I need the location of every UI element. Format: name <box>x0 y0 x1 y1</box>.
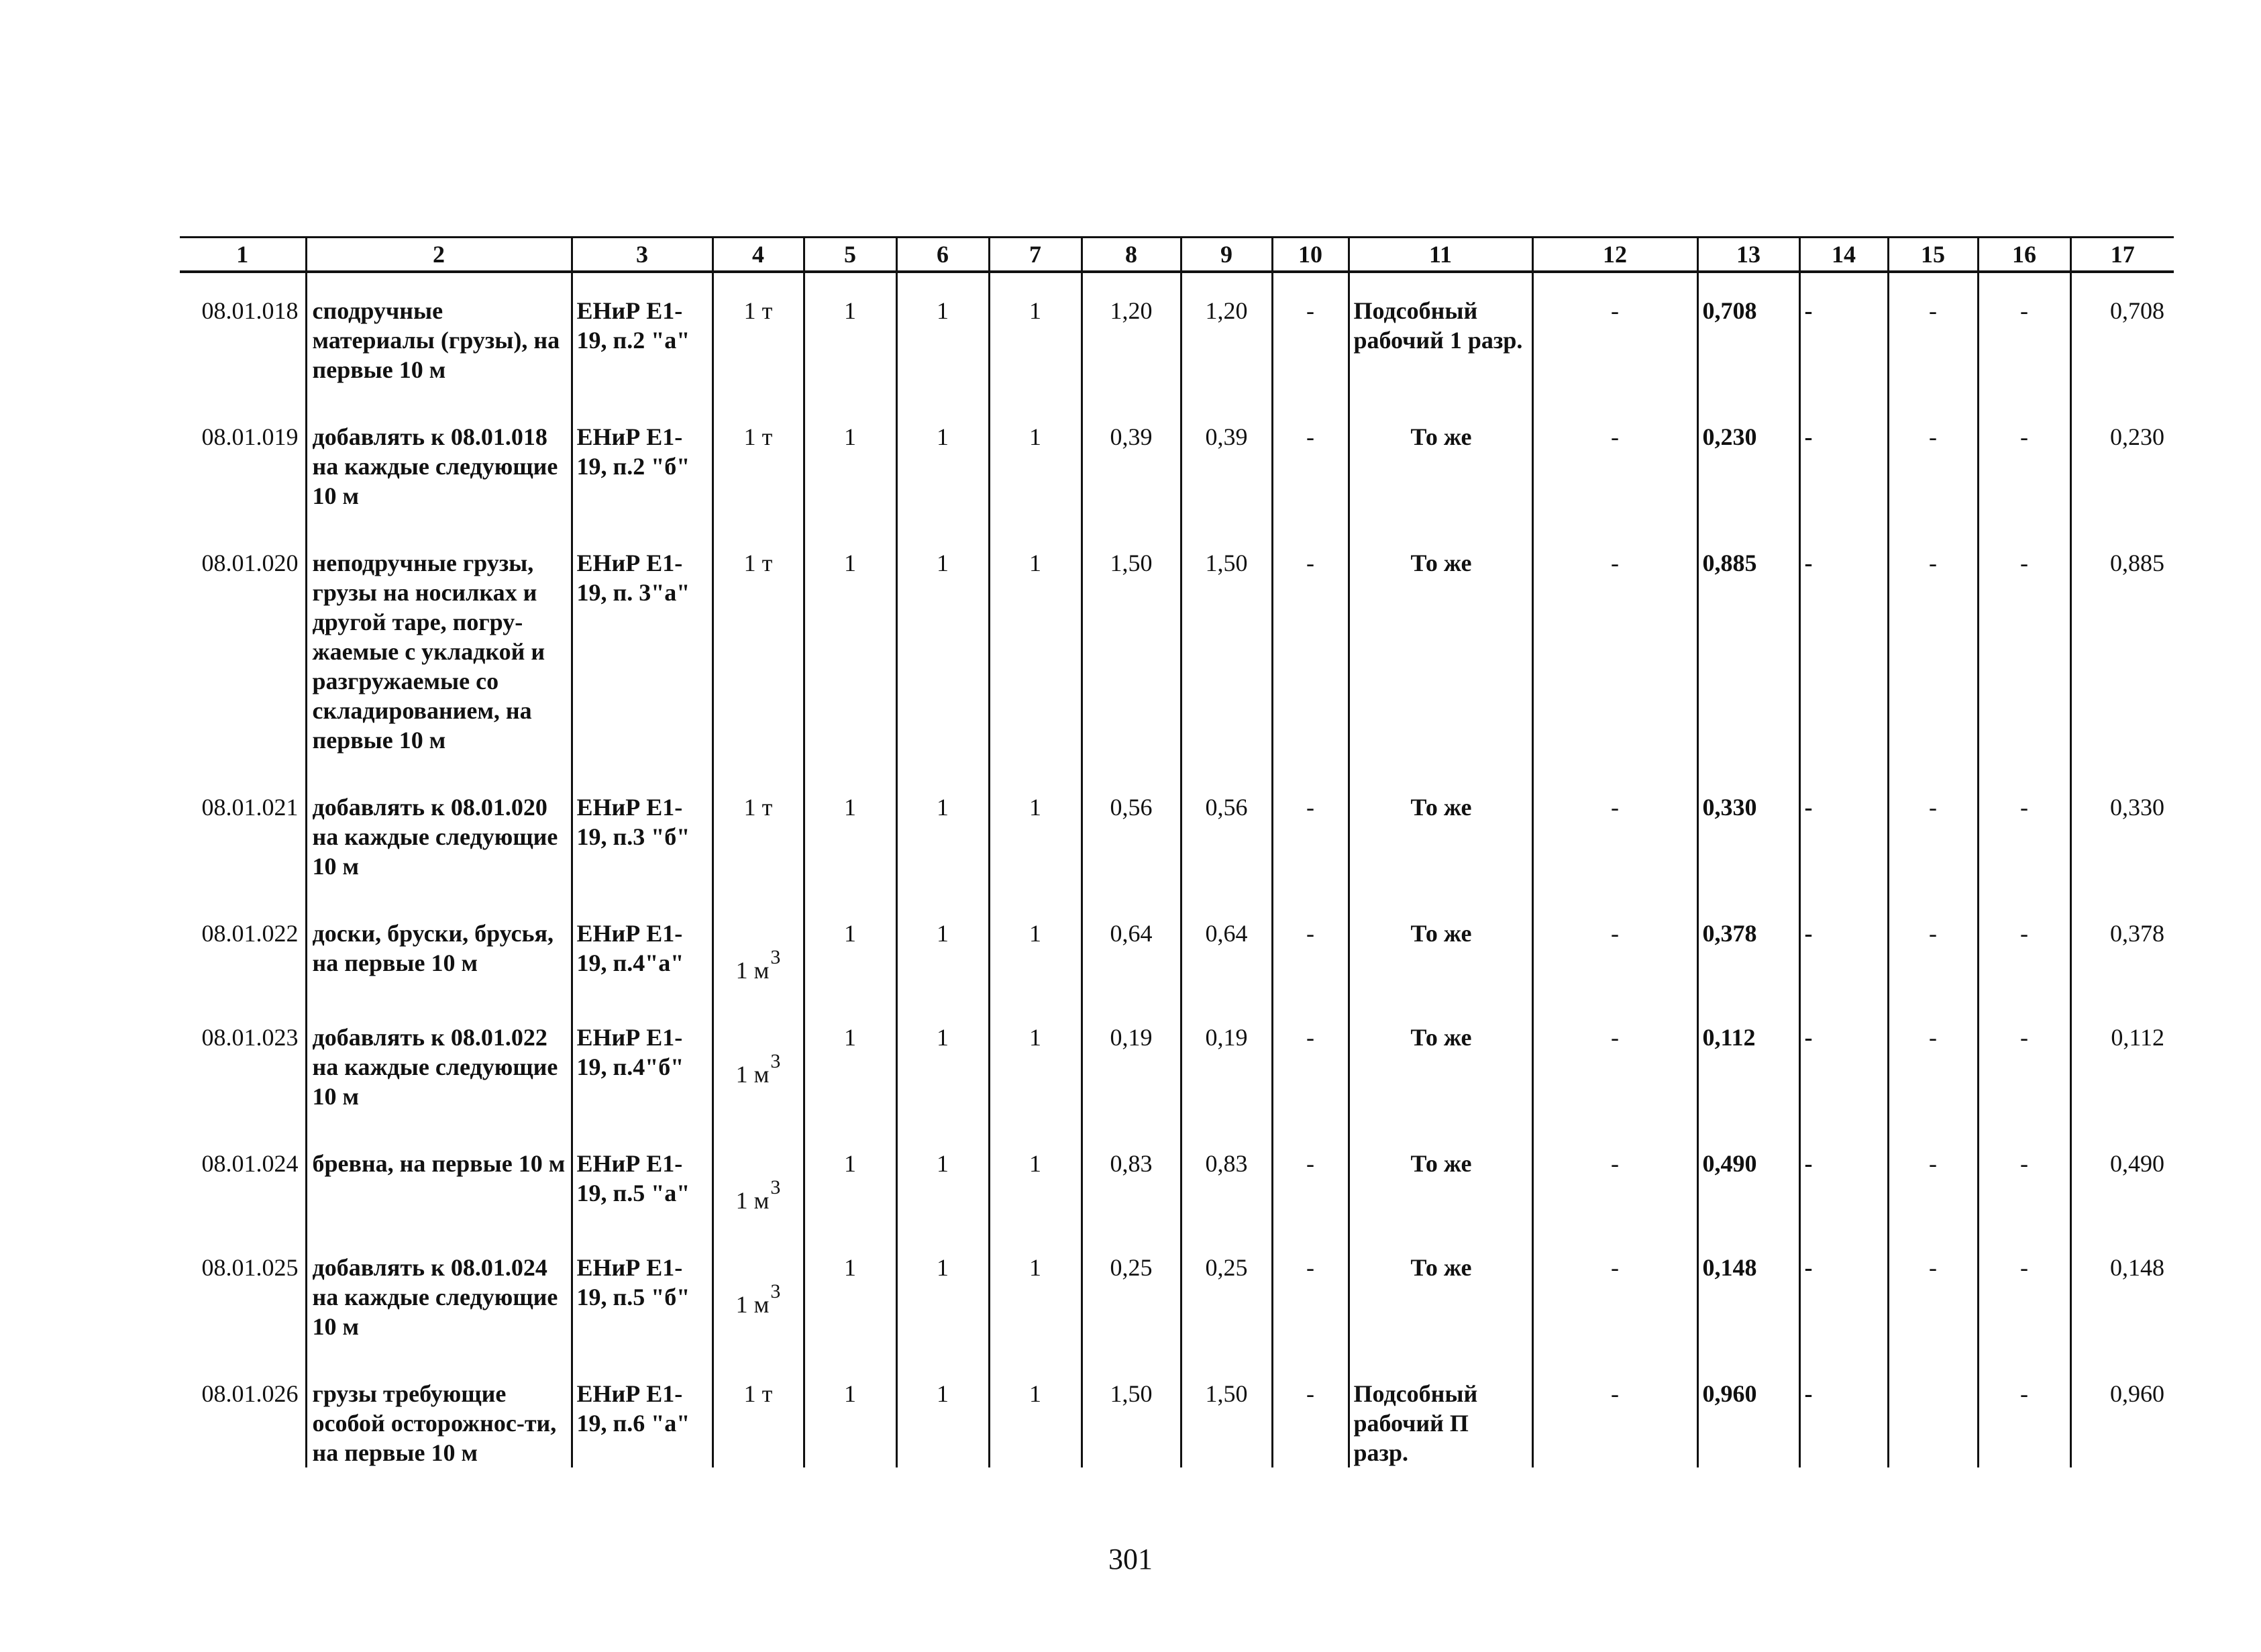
unit-base: 1 т <box>743 297 773 324</box>
column-header: 5 <box>804 238 896 272</box>
cell-col13: 0,148 <box>1697 1230 1799 1356</box>
column-header: 10 <box>1272 238 1349 272</box>
unit-exponent: 3 <box>770 1050 781 1072</box>
cell-col14: - <box>1799 399 1888 525</box>
cell-col16: - <box>1978 770 2070 896</box>
cell-position: То же <box>1349 770 1532 896</box>
cell-col14: - <box>1799 1356 1888 1467</box>
cell-col6: 1 <box>896 1230 989 1356</box>
cell-col9: 0,19 <box>1181 1000 1272 1126</box>
cell-col12: - <box>1532 1126 1697 1230</box>
cell-reference: ЕНиР Е1-19, п.2 "б" <box>572 399 713 525</box>
cell-col10: - <box>1272 770 1349 896</box>
cell-col15: - <box>1888 399 1978 525</box>
cell-col14: - <box>1799 525 1888 770</box>
unit-value <box>736 1023 781 1089</box>
cell-col9: 1,50 <box>1181 1356 1272 1467</box>
cell-col5: 1 <box>804 770 896 896</box>
table-row <box>180 272 2174 399</box>
cell-col13: 0,330 <box>1697 770 1799 896</box>
cell-code: 08.01.019 <box>201 423 299 450</box>
cell-col7: 1 <box>989 399 1082 525</box>
cell-col12: - <box>1532 272 1697 399</box>
cell-col9: 0,64 <box>1181 896 1272 1000</box>
cell-col13: 0,378 <box>1697 896 1799 1000</box>
cell-col8: 0,64 <box>1082 896 1181 1000</box>
cell-col12: - <box>1532 1000 1697 1126</box>
cell-reference: ЕНиР Е1-19, п.5 "б" <box>572 1230 713 1356</box>
column-header: 2 <box>306 238 572 272</box>
column-header: 6 <box>896 238 989 272</box>
cell-col16: - <box>1978 1000 2070 1126</box>
column-header: 9 <box>1181 238 1272 272</box>
cell-col15: - <box>1888 896 1978 1000</box>
cell-col17: 0,490 <box>2070 1126 2174 1230</box>
cell-col7: 1 <box>989 1126 1082 1230</box>
cell-col5: 1 <box>804 525 896 770</box>
cell-col12: - <box>1532 399 1697 525</box>
cell-col10: - <box>1272 1230 1349 1356</box>
cell-col5: 1 <box>804 1126 896 1230</box>
cell-col17: 0,148 <box>2070 1230 2174 1356</box>
unit-base: 1 м <box>735 1291 770 1318</box>
cell-unit <box>713 1356 804 1467</box>
cell-col16: - <box>1978 1230 2070 1356</box>
cell-col12: - <box>1532 896 1697 1000</box>
cell-unit <box>713 399 804 525</box>
column-header: 17 <box>2070 238 2174 272</box>
cell-col13: 0,960 <box>1697 1356 1799 1467</box>
cell-col6: 1 <box>896 1126 989 1230</box>
cell-col9: 1,20 <box>1181 272 1272 399</box>
cell-description: сподручные материалы (грузы), на первые 10 м <box>306 272 572 399</box>
cell-code: 08.01.025 <box>201 1254 299 1281</box>
cell-position: То же <box>1349 1000 1532 1126</box>
cell-reference: ЕНиР Е1-19, п.6 "а" <box>572 1356 713 1467</box>
cell-col12: - <box>1532 1230 1697 1356</box>
cell-col13: 0,112 <box>1697 1000 1799 1126</box>
cell-col10: - <box>1272 525 1349 770</box>
cell-col9: 0,83 <box>1181 1126 1272 1230</box>
cell-col7: 1 <box>989 896 1082 1000</box>
page-number: 301 <box>1108 1543 1153 1576</box>
cell-col16: - <box>1978 399 2070 525</box>
cell-col6: 1 <box>896 399 989 525</box>
cell-col16: - <box>1978 1126 2070 1230</box>
cell-reference: ЕНиР Е1-19, п.4"б" <box>572 1000 713 1126</box>
unit-base: 1 т <box>743 423 773 450</box>
unit-value <box>736 1253 781 1319</box>
unit-exponent: 3 <box>770 946 781 968</box>
cell-position: Подсобный рабочий 1 разр. <box>1349 272 1532 399</box>
cell-col8: 1,50 <box>1082 1356 1181 1467</box>
cell-col14: - <box>1799 1230 1888 1356</box>
unit-value <box>744 422 773 452</box>
cell-col14: - <box>1799 896 1888 1000</box>
table-row <box>180 1230 2174 1356</box>
norms-table <box>180 236 2174 1467</box>
cell-col8: 0,19 <box>1082 1000 1181 1126</box>
cell-col10: - <box>1272 1126 1349 1230</box>
cell-col13: 0,885 <box>1697 525 1799 770</box>
cell-col10: - <box>1272 1000 1349 1126</box>
cell-col8: 0,83 <box>1082 1126 1181 1230</box>
cell-col15: - <box>1888 770 1978 896</box>
cell-col14: - <box>1799 272 1888 399</box>
unit-value <box>744 548 773 578</box>
cell-code: 08.01.023 <box>201 1024 299 1051</box>
cell-unit <box>713 1230 804 1356</box>
cell-col17: 0,230 <box>2070 399 2174 525</box>
cell-col15: - <box>1888 1230 1978 1356</box>
cell-col7: 1 <box>989 1000 1082 1126</box>
column-header: 15 <box>1888 238 1978 272</box>
unit-base: 1 м <box>735 1187 770 1214</box>
cell-description: грузы требующие особой осторожнос-ти, на первые 10 м <box>306 1356 572 1467</box>
cell-unit <box>713 272 804 399</box>
cell-col6: 1 <box>896 1000 989 1126</box>
cell-col14: - <box>1799 1126 1888 1230</box>
unit-value <box>744 296 773 325</box>
header-row <box>180 238 2174 272</box>
column-header: 13 <box>1697 238 1799 272</box>
cell-col5: 1 <box>804 1230 896 1356</box>
cell-col7: 1 <box>989 770 1082 896</box>
cell-col5: 1 <box>804 1356 896 1467</box>
column-header: 11 <box>1349 238 1532 272</box>
cell-col9: 0,56 <box>1181 770 1272 896</box>
cell-col6: 1 <box>896 1356 989 1467</box>
table-body <box>180 272 2174 1467</box>
cell-col5: 1 <box>804 272 896 399</box>
cell-unit <box>713 770 804 896</box>
cell-col8: 0,25 <box>1082 1230 1181 1356</box>
cell-col15 <box>1888 1356 1978 1467</box>
cell-col12: - <box>1532 770 1697 896</box>
cell-col8: 0,39 <box>1082 399 1181 525</box>
cell-col15: - <box>1888 272 1978 399</box>
cell-unit <box>713 1126 804 1230</box>
cell-description: доски, бруски, брусья, на первые 10 м <box>306 896 572 1000</box>
cell-col6: 1 <box>896 770 989 896</box>
unit-value <box>744 1379 773 1408</box>
unit-exponent: 3 <box>770 1176 781 1198</box>
cell-code: 08.01.026 <box>201 1380 299 1407</box>
cell-col9: 0,39 <box>1181 399 1272 525</box>
cell-col12: - <box>1532 1356 1697 1467</box>
cell-col15: - <box>1888 525 1978 770</box>
column-header: 8 <box>1082 238 1181 272</box>
cell-col16: - <box>1978 272 2070 399</box>
cell-col16: - <box>1978 896 2070 1000</box>
unit-base: 1 т <box>743 550 773 576</box>
cell-col13: 0,230 <box>1697 399 1799 525</box>
cell-description: добавлять к 08.01.020 на каждые следующие 10 м <box>306 770 572 896</box>
cell-col17: 0,885 <box>2070 525 2174 770</box>
cell-col8: 0,56 <box>1082 770 1181 896</box>
column-header: 4 <box>713 238 804 272</box>
cell-col17: 0,708 <box>2070 272 2174 399</box>
cell-col10: - <box>1272 896 1349 1000</box>
cell-col9: 0,25 <box>1181 1230 1272 1356</box>
cell-col6: 1 <box>896 896 989 1000</box>
cell-description: неподручные грузы, грузы на носилках и другой таре, погру-жаемые с укладкой и разгружаемые со складированием, на первые 10 м <box>306 525 572 770</box>
cell-position: То же <box>1349 1230 1532 1356</box>
unit-base: 1 м <box>735 1061 770 1088</box>
cell-col8: 1,20 <box>1082 272 1181 399</box>
cell-col16: - <box>1978 525 2070 770</box>
cell-code: 08.01.020 <box>201 550 299 576</box>
cell-col12: - <box>1532 525 1697 770</box>
cell-col14: - <box>1799 770 1888 896</box>
cell-col15: - <box>1888 1126 1978 1230</box>
column-header: 7 <box>989 238 1082 272</box>
column-header: 1 <box>180 238 306 272</box>
cell-position: Подсобный рабочий П разр. <box>1349 1356 1532 1467</box>
cell-col16: - <box>1978 1356 2070 1467</box>
cell-col15: - <box>1888 1000 1978 1126</box>
cell-col6: 1 <box>896 525 989 770</box>
unit-value <box>736 919 781 985</box>
table-row <box>180 1356 2174 1467</box>
cell-unit <box>713 525 804 770</box>
cell-col10: - <box>1272 399 1349 525</box>
cell-col17: 0,112 <box>2070 1000 2174 1126</box>
cell-col17: 0,960 <box>2070 1356 2174 1467</box>
cell-description: добавлять к 08.01.022 на каждые следующие 10 м <box>306 1000 572 1126</box>
unit-base: 1 т <box>743 794 773 821</box>
cell-reference: ЕНиР Е1-19, п.5 "а" <box>572 1126 713 1230</box>
cell-col7: 1 <box>989 1230 1082 1356</box>
cell-col10: - <box>1272 272 1349 399</box>
cell-col7: 1 <box>989 1356 1082 1467</box>
unit-exponent: 3 <box>770 1280 781 1302</box>
cell-col7: 1 <box>989 525 1082 770</box>
cell-reference: ЕНиР Е1-19, п.2 "а" <box>572 272 713 399</box>
cell-code: 08.01.024 <box>201 1150 299 1177</box>
column-header: 12 <box>1532 238 1697 272</box>
unit-base: 1 т <box>743 1380 773 1407</box>
cell-reference: ЕНиР Е1-19, п. 3"а" <box>572 525 713 770</box>
cell-code: 08.01.022 <box>201 920 299 947</box>
cell-code: 08.01.018 <box>201 297 299 324</box>
cell-col9: 1,50 <box>1181 525 1272 770</box>
column-header: 16 <box>1978 238 2070 272</box>
cell-col5: 1 <box>804 896 896 1000</box>
cell-col6: 1 <box>896 272 989 399</box>
cell-col17: 0,330 <box>2070 770 2174 896</box>
table-row <box>180 399 2174 525</box>
cell-col13: 0,490 <box>1697 1126 1799 1230</box>
cell-col5: 1 <box>804 1000 896 1126</box>
cell-code: 08.01.021 <box>201 794 299 821</box>
cell-unit <box>713 1000 804 1126</box>
column-header: 3 <box>572 238 713 272</box>
cell-description: добавлять к 08.01.018 на каждые следующие 10 м <box>306 399 572 525</box>
unit-base: 1 м <box>735 957 770 984</box>
cell-position: То же <box>1349 1126 1532 1230</box>
table-row <box>180 1000 2174 1126</box>
cell-col5: 1 <box>804 399 896 525</box>
cell-position: То же <box>1349 525 1532 770</box>
cell-col17: 0,378 <box>2070 896 2174 1000</box>
table-row <box>180 896 2174 1000</box>
cell-unit <box>713 896 804 1000</box>
table-row <box>180 770 2174 896</box>
table-row <box>180 525 2174 770</box>
cell-description: бревна, на первые 10 м <box>306 1126 572 1230</box>
cell-position: То же <box>1349 399 1532 525</box>
cell-reference: ЕНиР Е1-19, п.3 "б" <box>572 770 713 896</box>
column-header: 14 <box>1799 238 1888 272</box>
cell-col10: - <box>1272 1356 1349 1467</box>
unit-value <box>744 792 773 822</box>
table-row <box>180 1126 2174 1230</box>
unit-value <box>736 1149 781 1215</box>
cell-col13: 0,708 <box>1697 272 1799 399</box>
cell-col7: 1 <box>989 272 1082 399</box>
cell-description: добавлять к 08.01.024 на каждые следующие 10 м <box>306 1230 572 1356</box>
cell-col14: - <box>1799 1000 1888 1126</box>
cell-col8: 1,50 <box>1082 525 1181 770</box>
cell-position: То же <box>1349 896 1532 1000</box>
cell-reference: ЕНиР Е1-19, п.4"а" <box>572 896 713 1000</box>
